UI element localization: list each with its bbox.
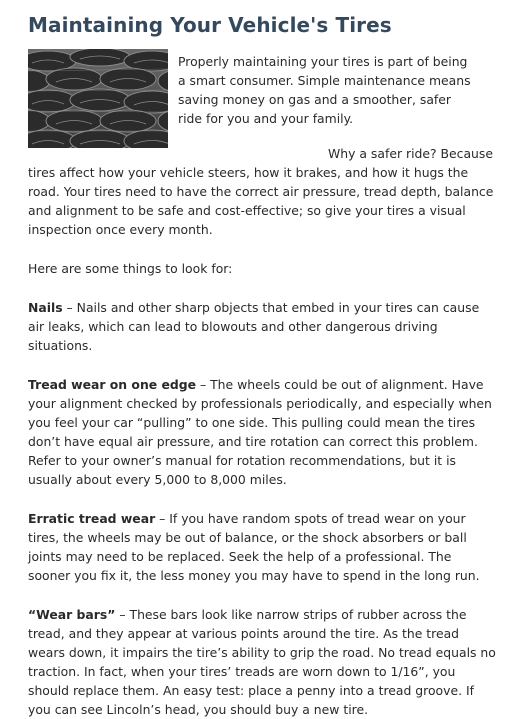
item-nails xyxy=(28,298,496,355)
intro-paragraph: Properly maintaining your tires is part of being a smart consumer. Simple maintenance means saving money on gas and a smoother, safer ride for you and your family. xyxy=(178,54,471,126)
item-term: Nails xyxy=(28,300,63,315)
why-paragraph xyxy=(28,144,496,239)
item-text: – If you have random spots of tread wear on your tires, the wheels may be out of balance, or the shock absorbers or ball joints may need to be replaced. Seek the help of a professional. The sooner you fix it, the less money you may have to spend in the long run. xyxy=(28,511,480,583)
article-title: Maintaining Your Vehicle's Tires xyxy=(28,13,392,37)
item-term: Erratic tread wear xyxy=(28,511,156,526)
item-wear-bars xyxy=(28,605,496,719)
item-text: – The wheels could be out of alignment. Have your alignment checked by professionals periodically, and especially when you feel your car “pulling” to one side. This pulling could mean the tires don’t have equal air pressure, and tire rotation can correct this problem. Refer to your owner’s manual for rotation recommendations, but it is usually about every 5,000 to 8,000 miles. xyxy=(28,377,492,487)
item-erratic-tread-wear xyxy=(28,509,496,585)
tire-stack-image xyxy=(28,49,168,148)
item-tread-wear-one-edge xyxy=(28,375,496,489)
item-term: “Wear bars” xyxy=(28,607,116,622)
item-term: Tread wear on one edge xyxy=(28,377,197,392)
item-text: – Nails and other sharp objects that embed in your tires can cause air leaks, which can lead to blowouts and other dangerous driving situations. xyxy=(28,300,480,353)
why-text: Why a safer ride? Because tires affect how your vehicle steers, how it brakes, and how it hugs the road. Your tires need to have the correct air pressure, tread depth, balance and alignment to be safe and cost-effective; so give your tires a visual inspection once every month. xyxy=(28,146,494,237)
look-for-paragraph: Here are some things to look for: xyxy=(28,261,233,276)
item-text: – These bars look like narrow strips of rubber across the tread, and they appear at various points around the tire. As the tread wears down, it impairs the tire’s ability to grip the road. No tread equals no traction. In fact, when your tires’ treads are worn down to 1/16”, you should replace them. An easy test: place a penny into a tread groove. If you can see Lincoln’s head, you should buy a new tire. xyxy=(28,607,496,717)
